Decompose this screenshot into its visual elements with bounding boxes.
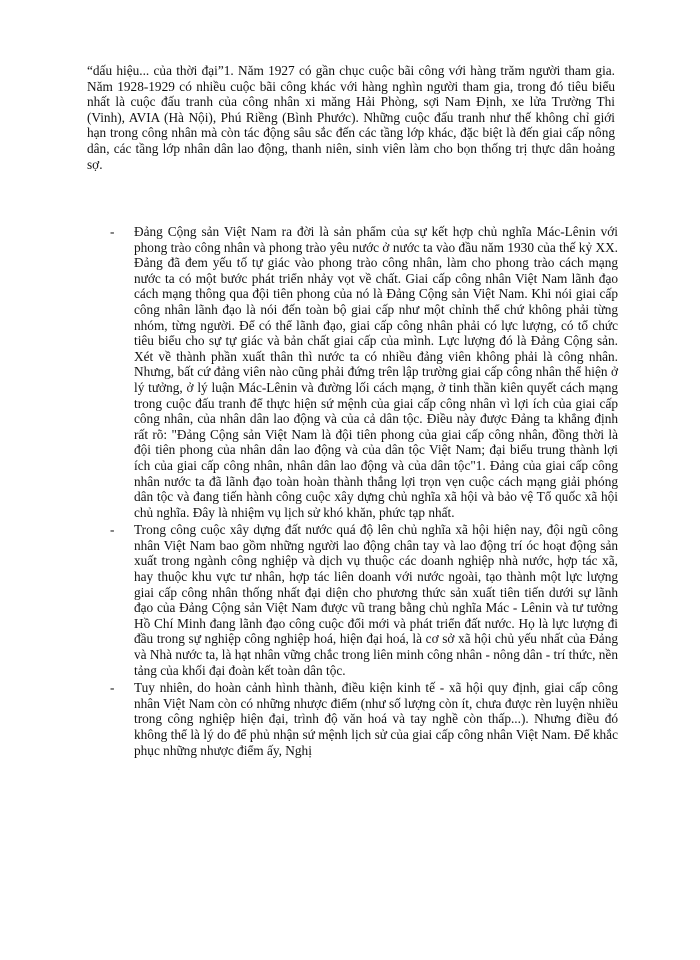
- intro-paragraph: “dấu hiệu... của thời đại”1. Năm 1927 có gần chục cuộc bãi công với hàng trăm người tham gia. Năm 1928-1929 có nhiều cuộc bãi công khác với hàng nghìn người tham gia, trong đó tiêu biểu nhất là cuộc đấu tranh của công nhân xi măng Hải Phòng, sợi Nam Định, xe lửa Trường Thi (Vinh), AVIA (Hà Nội), Phú Riềng (Bình Phước). Những cuộc đấu tranh như thế không chỉ giới hạn trong công nhân mà còn tác động sâu sắc đến các tầng lớp khác, đặc biệt là đến giai cấp nông dân, các tầng lớp nhân dân lao động, thanh niên, sinh viên làm cho bọn thống trị thực dân hoảng sợ.: [87, 63, 615, 172]
- bullet-text: Tuy nhiên, do hoàn cảnh hình thành, điều kiện kinh tế - xã hội quy định, giai cấp công nhân Việt Nam còn có những nhược điểm (như số lượng còn ít, chưa được rèn luyện nhiều trong công nghiệp hiện đại, trình độ văn hoá và tay nghề còn thấp...). Nhưng điều đó không thể là lý do để phủ nhận sứ mệnh lịch sử của giai cấp công nhân Việt Nam. Để khắc phục những nhược điểm ấy, Nghị: [134, 680, 618, 758]
- bullet-dash: -: [110, 522, 115, 538]
- bullet-text: Trong công cuộc xây dựng đất nước quá độ lên chủ nghĩa xã hội hiện nay, đội ngũ công nhân Việt Nam bao gồm những người lao động chân tay và lao động trí óc hoạt động sản xuất trong ngành công nghiệp và dịch vụ thuộc các doanh nghiệp nhà nước, hợp tác xã, hay thuộc khu vực tư nhân, hợp tác liên doanh với nước ngoài, tạo thành một lực lượng giai cấp công nhân thống nhất đại diện cho phương thức sản xuất tiên tiến dưới sự lãnh đạo của Đảng Cộng sản Việt Nam được vũ trang bằng chủ nghĩa Mác - Lênin và tư tưởng Hồ Chí Minh đang lãnh đạo công cuộc đổi mới và phát triển đất nước. Họ là lực lượng đi đầu trong sự nghiệp công nghiệp hoá, hiện đại hoá, là cơ sở xã hội chủ yếu nhất của Đảng và Nhà nước ta, là hạt nhân vững chắc trong liên minh công nhân - nông dân - trí thức, nền tảng của khối đại đoàn kết toàn dân tộc.: [134, 522, 618, 678]
- bullet-dash: -: [110, 680, 115, 696]
- bullet-item: [110, 522, 618, 678]
- bullet-list: [110, 224, 618, 760]
- bullet-text: Đảng Cộng sản Việt Nam ra đời là sản phẩm của sự kết hợp chủ nghĩa Mác-Lênin với phong trào công nhân và phong trào yêu nước ở nước ta vào đầu năm 1930 của thế kỷ XX. Đảng đã đem yếu tố tự giác vào phong trào công nhân, làm cho phong trào cách mạng nước ta có một bước phát triển nhảy vọt về chất. Giai cấp công nhân Việt Nam lãnh đạo cách mạng thông qua đội tiên phong của nó là Đảng Cộng sản Việt Nam. Khi nói giai cấp công nhân lãnh đạo là nói đến toàn bộ giai cấp như một chỉnh thể chứ không phải từng nhóm, từng người. Để có thể lãnh đạo, giai cấp công nhân phải có lực lượng, có tổ chức tiêu biểu cho sự tự giác và bản chất giai cấp của mình. Lực lượng đó là Đảng Cộng sản. Xét về thành phần xuất thân thì nước ta có nhiều đảng viên không phải là công nhân. Nhưng, bất cứ đảng viên nào cũng phải đứng trên lập trường giai cấp công nhân thể hiện ở lý tưởng, ở lý luận Mác-Lênin và đường lối cách mạng, ở tinh thần kiên quyết cách mạng trong cuộc đấu tranh để thực hiện sứ mệnh của giai cấp công nhân vì lợi ích của giai cấp công nhân, của nhân dân lao động và của cả dân tộc. Điều này được Đảng ta khẳng định rất rõ: "Đảng Cộng sản Việt Nam là đội tiên phong của giai cấp công nhân, đồng thời là đội tiên phong của nhân dân lao động và của dân tộc Việt Nam; đại biểu trung thành lợi ích của giai cấp công nhân, nhân dân lao động và của dân tộc"1. Đảng của giai cấp công nhân nước ta đã lãnh đạo toàn hoàn thành thắng lợi trọn vẹn cuộc cách mạng giải phóng dân tộc và đang tiến hành công cuộc xây dựng chủ nghĩa xã hội và bảo vệ Tổ quốc xã hội chủ nghĩa. Đây là nhiệm vụ lịch sử khó khăn, phức tạp nhất.: [134, 224, 618, 520]
- bullet-item: [110, 680, 618, 758]
- bullet-dash: -: [110, 224, 115, 239]
- bullet-item: [110, 224, 618, 520]
